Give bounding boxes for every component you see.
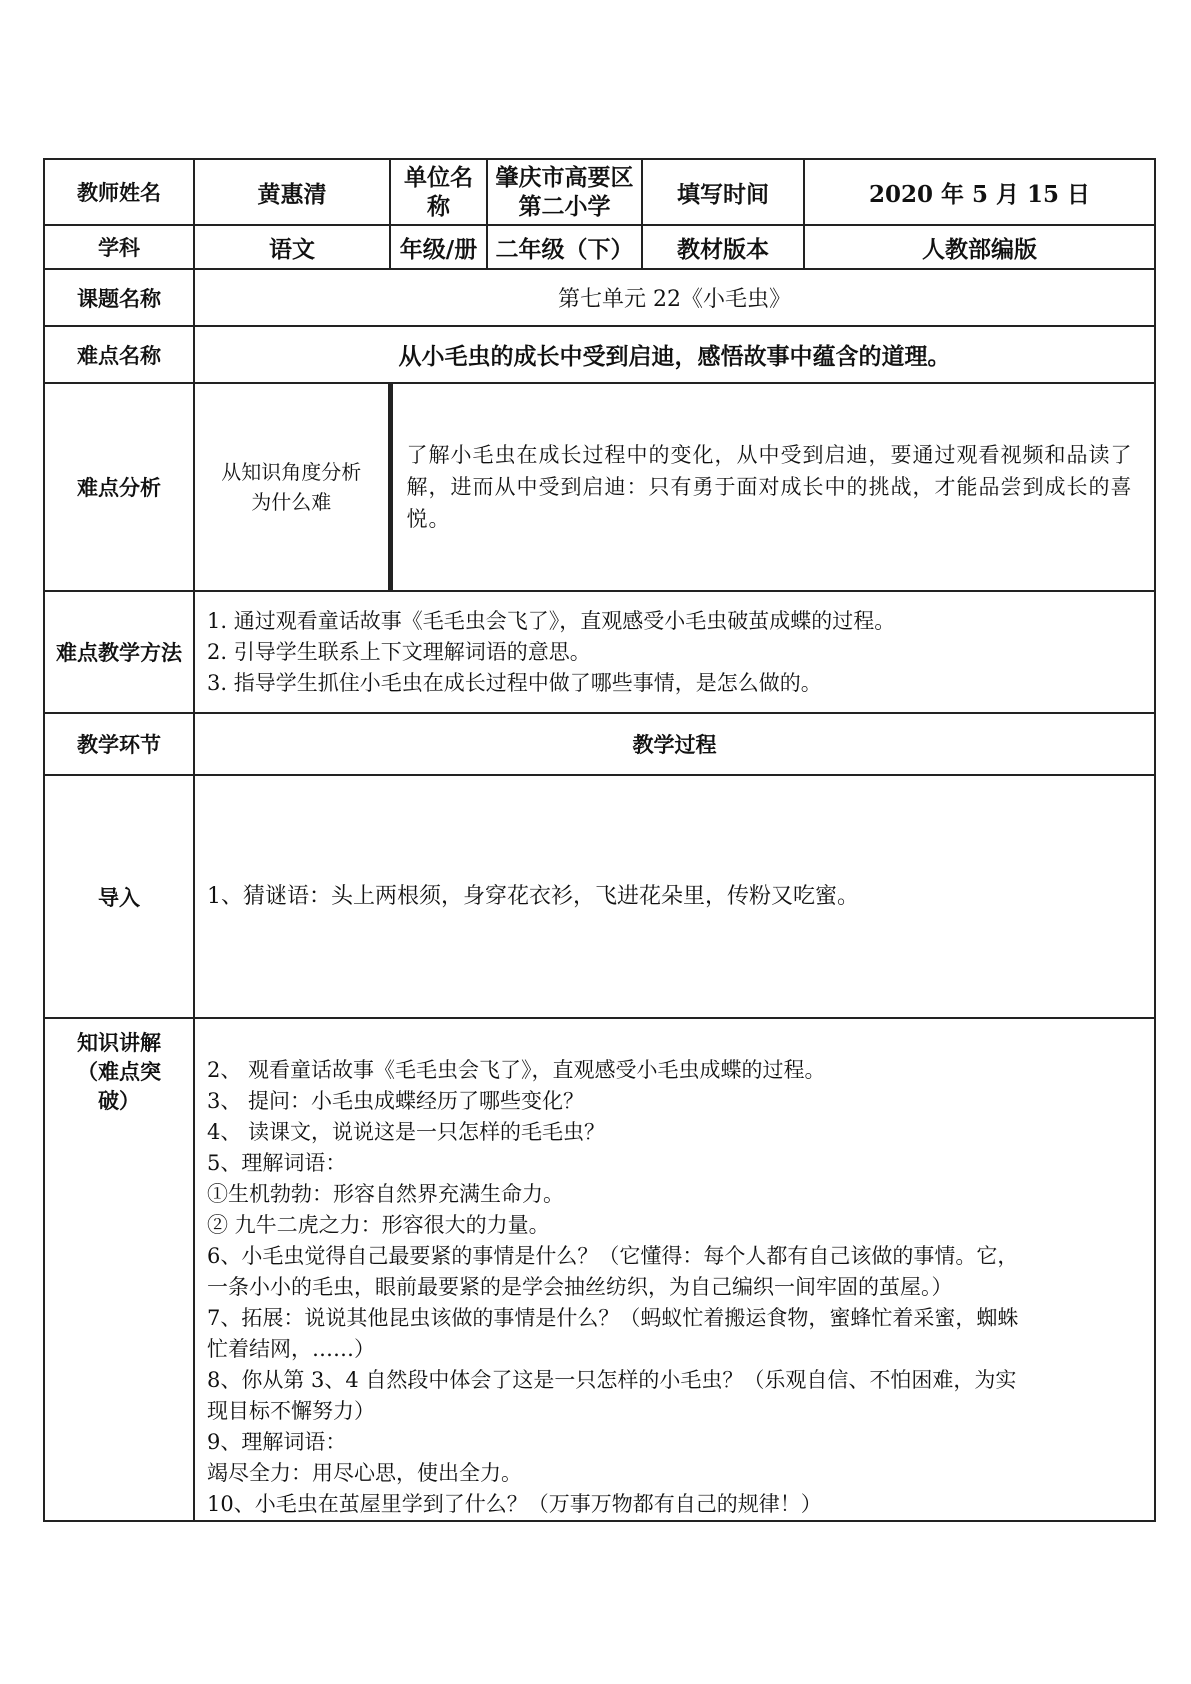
intro-text: 1、猜谜语：头上两根须，身穿花衣衫，飞进花朵里，传粉又吃蜜。 — [194, 775, 1155, 1018]
row-difficulty — [44, 326, 1155, 383]
knowledge-line: 一条小小的毛虫，眼前最要紧的是学会抽丝纺织，为自己编织一间牢固的茧屋。） — [207, 1275, 953, 1299]
method-item: 1. 通过观看童话故事《毛毛虫会飞了》，直观感受小毛虫破茧成蝶的过程。 — [207, 608, 896, 633]
date-label: 填写时间 — [642, 159, 804, 225]
date-value: 2020 年 5 月 15 日 — [804, 159, 1155, 225]
unit-label: 单位名称 — [390, 159, 487, 225]
knowledge-line: 3、 提问：小毛虫成蝶经历了哪些变化？ — [207, 1089, 585, 1113]
edition-value: 人教部编版 — [804, 225, 1155, 269]
grade-value: 二年级（下） — [487, 225, 642, 269]
knowledge-label-line: 破） — [98, 1089, 140, 1113]
row-teacher-info — [44, 159, 1155, 225]
analysis-text: 了解小毛虫在成长过程中的变化，从中受到启迪，要通过观看视频和品读了解，进而从中受到启迪：只有勇于面对成长中的挑战，才能品尝到成长的喜悦。 — [390, 383, 1155, 591]
process-label: 教学环节 — [44, 713, 194, 775]
analysis-sublabel: 从知识角度分析为什么难 — [194, 383, 390, 591]
knowledge-line: ② 九牛二虎之力：形容很大的力量。 — [207, 1213, 550, 1237]
knowledge-line: 6、小毛虫觉得自己最要紧的事情是什么？（它懂得：每个人都有自己该做的事情。它， — [207, 1244, 1019, 1268]
row-knowledge — [44, 1018, 1155, 1521]
row-subject-info — [44, 225, 1155, 269]
row-intro — [44, 775, 1155, 1018]
knowledge-line: 7、拓展：说说其他昆虫该做的事情是什么？（蚂蚁忙着搬运食物，蜜蜂忙着采蜜，蜘蛛 — [207, 1306, 1019, 1330]
subject-label: 学科 — [44, 225, 194, 269]
lesson-plan-table — [43, 158, 1156, 1522]
row-topic — [44, 269, 1155, 326]
knowledge-label — [44, 1018, 194, 1521]
knowledge-line: 4、 读课文，说说这是一只怎样的毛毛虫？ — [207, 1120, 606, 1144]
subject-value: 语文 — [194, 225, 390, 269]
knowledge-line: ①生机勃勃：形容自然界充满生命力。 — [207, 1182, 564, 1206]
knowledge-line: 现目标不懈努力） — [207, 1399, 375, 1423]
knowledge-line: 2、 观看童话故事《毛毛虫会飞了》，直观感受小毛虫成蝶的过程。 — [207, 1058, 826, 1082]
knowledge-line: 忙着结网，……） — [207, 1337, 375, 1361]
difficulty-value: 从小毛虫的成长中受到启迪，感悟故事中蕴含的道理。 — [194, 326, 1155, 383]
methods-label: 难点教学方法 — [44, 591, 194, 713]
edition-label: 教材版本 — [642, 225, 804, 269]
knowledge-line: 9、理解词语： — [207, 1430, 347, 1454]
knowledge-label-line: （难点突 — [77, 1060, 161, 1084]
grade-label: 年级/册 — [390, 225, 487, 269]
topic-label: 课题名称 — [44, 269, 194, 326]
knowledge-line: 竭尽全力：用尽心思，使出全力。 — [207, 1461, 522, 1485]
methods-list — [194, 591, 1155, 713]
knowledge-content — [194, 1018, 1155, 1521]
intro-label: 导入 — [44, 775, 194, 1018]
teacher-label: 教师姓名 — [44, 159, 194, 225]
method-item: 3. 指导学生抓住小毛虫在成长过程中做了哪些事情，是怎么做的。 — [207, 670, 822, 695]
row-analysis — [44, 383, 1155, 591]
knowledge-line: 10、小毛虫在茧屋里学到了什么？（万事万物都有自己的规律！） — [207, 1492, 822, 1516]
row-methods — [44, 591, 1155, 713]
row-process-header — [44, 713, 1155, 775]
difficulty-label: 难点名称 — [44, 326, 194, 383]
topic-value: 第七单元 22《小毛虫》 — [194, 269, 1155, 326]
teacher-value: 黄惠清 — [194, 159, 390, 225]
lesson-plan-sheet — [43, 158, 1154, 1522]
knowledge-line: 8、你从第 3、4 自然段中体会了这是一只怎样的小毛虫？（乐观自信、不怕困难，为实 — [207, 1368, 1017, 1392]
analysis-label: 难点分析 — [44, 383, 194, 591]
unit-value: 肇庆市高要区第二小学 — [487, 159, 642, 225]
knowledge-line: 5、理解词语： — [207, 1151, 347, 1175]
knowledge-label-line: 知识讲解 — [77, 1031, 161, 1055]
process-value: 教学过程 — [194, 713, 1155, 775]
method-item: 2. 引导学生联系上下文理解词语的意思。 — [207, 639, 591, 664]
